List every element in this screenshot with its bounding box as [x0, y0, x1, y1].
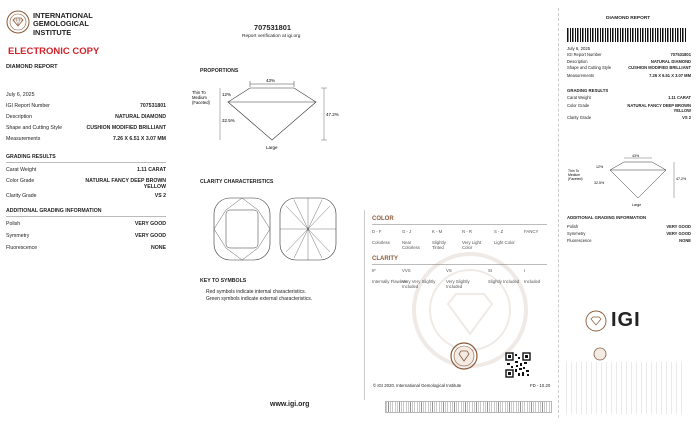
girdle-line3: (Faceted) [192, 100, 210, 105]
additional-grading-title: ADDITIONAL GRADING INFORMATION [6, 208, 102, 214]
grading-row [6, 178, 166, 190]
additional-value: VERY GOOD [134, 233, 166, 239]
grading-row [6, 193, 166, 199]
clarity-grade: VS [446, 268, 452, 273]
certification-seal-icon [450, 342, 478, 370]
right-detail-label: IGI Report Number [567, 52, 602, 57]
org-name-line2: GEMOLOGICAL [33, 19, 89, 29]
color-grade: K - M [432, 229, 443, 234]
right-additional-title: ADDITIONAL GRADING INFORMATION [567, 215, 647, 220]
crown-percent: 12% [222, 92, 232, 97]
right-grading-label: Clarity Grade [567, 115, 592, 120]
igi-logo-seal [6, 10, 30, 34]
culet-label: Large [266, 145, 278, 150]
right-grading-value: 1.11 CARAT [668, 95, 691, 100]
right-depth-percent: 47.2% [676, 177, 686, 181]
right-logo-text: IGI [611, 309, 641, 331]
report-number-header: 707531801 [254, 23, 291, 32]
grading-label: Clarity Grade [6, 193, 37, 199]
color-description: Light Color [494, 240, 515, 245]
detail-label: Measurements [6, 136, 41, 142]
pavilion-percent: 32.5% [222, 118, 235, 123]
copyright-text: © IGI 2020. International Gemological Institute [373, 383, 462, 388]
detail-value: 7.26 X 6.51 X 3.07 MM [112, 136, 166, 142]
right-additional-label: Symmetry [567, 231, 586, 236]
grading-results-title: GRADING RESULTS [6, 154, 56, 160]
depth-percent: 47.2% [326, 112, 339, 117]
right-detail-row [567, 52, 691, 57]
additional-label: Symmetry [6, 233, 30, 239]
verification-text: Report verification at igi.org [242, 34, 301, 39]
clarity-description: Included [524, 279, 541, 284]
clarity-description: Very Very Slightly Included [402, 279, 436, 289]
right-seal-icon [593, 347, 607, 361]
clarity-grade: SI [488, 268, 493, 273]
grading-row [6, 167, 166, 173]
clarity-description: Slightly Included [488, 279, 520, 284]
grading-value: VS 2 [154, 193, 166, 199]
girdle-line2: Medium [192, 95, 207, 100]
additional-label: Fluorescence [6, 245, 38, 251]
diamond-seal-icon [6, 10, 30, 34]
right-detail-value: 707531801 [670, 52, 691, 57]
website-footer: www.igi.org [270, 401, 310, 408]
right-pavilion-percent: 32.5% [594, 181, 605, 185]
detail-value: CUSHION MODIFIED BRILLIANT [86, 125, 166, 131]
right-detail-label: Measurements [567, 73, 595, 78]
color-description: Colorless [372, 240, 390, 245]
color-description: Slightly Tinted [432, 240, 446, 250]
right-grading-row [567, 115, 691, 120]
right-additional-value: NONE [679, 238, 691, 243]
clarity-characteristics-title: CLARITY CHARACTERISTICS [200, 179, 274, 185]
right-additional-label: Polish [567, 224, 579, 229]
detail-value: 707531801 [140, 103, 166, 109]
additional-row [6, 221, 166, 227]
grading-value: 1.11 CARAT [136, 167, 166, 173]
right-additional-label: Fluorescence [567, 238, 592, 243]
org-name [33, 12, 93, 37]
report-date: July 6, 2025 [6, 92, 35, 98]
right-detail-row [567, 59, 691, 64]
report-type-title: DIAMOND REPORT [6, 64, 58, 70]
security-barcode-strip [385, 401, 552, 413]
right-grading-value: NATURAL FANCY DEEP BROWN YELLOW [627, 103, 691, 113]
key-symbols-green: Green symbols indicate external characteristics. [206, 296, 313, 302]
detail-row [6, 103, 166, 109]
right-report-type: DIAMOND REPORT [606, 16, 651, 21]
right-detail-label: Shape and Cutting Style [567, 65, 612, 70]
clarity-description: Very Slightly Included [446, 279, 470, 289]
additional-label: Polish [6, 221, 21, 227]
clarity-grade: I [524, 268, 526, 273]
clarity-plot-diagram [212, 196, 338, 262]
right-additional-value: VERY GOOD [666, 231, 691, 236]
girdle-line1: Thin To [192, 90, 206, 95]
right-detail-row [567, 65, 691, 70]
right-grading-row [567, 103, 691, 113]
electronic-copy-label: ELECTRONIC COPY [8, 46, 100, 57]
key-to-symbols-title: KEY TO SYMBOLS [200, 278, 247, 284]
color-grade: D - F [372, 229, 382, 234]
right-detail-value: NATURAL DIAMOND [650, 59, 691, 64]
detail-row [6, 125, 166, 131]
additional-row [6, 233, 166, 239]
igi-logo-icon [585, 310, 607, 332]
right-grading-value: VS 2 [682, 115, 691, 120]
color-grade: G - J [402, 229, 412, 234]
color-grade: FANCY [524, 229, 539, 234]
additional-value: VERY GOOD [134, 221, 166, 227]
right-additional-row [567, 231, 691, 236]
rotated-summary-text [566, 362, 686, 414]
right-girdle-line3: (Faceted) [568, 177, 583, 181]
detail-row [6, 136, 166, 142]
detail-label: IGI Report Number [6, 103, 50, 109]
right-culet-label: Large [632, 203, 642, 207]
grading-label: Carat Weight [6, 167, 37, 173]
right-crown-percent: 12% [596, 165, 604, 169]
table-percent: 43% [266, 78, 276, 83]
right-girdle-line2: Medium [568, 173, 581, 177]
right-proportions-diagram [566, 154, 686, 210]
key-symbols-red: Red symbols indicate internal characteristics. [206, 289, 307, 295]
color-grade: S - Z [494, 229, 504, 234]
color-description: Near Colorless [402, 240, 420, 250]
right-grading-title: GRADING RESULTS [567, 88, 609, 93]
clarity-description: Internally Flawless [372, 279, 408, 284]
proportions-diagram [190, 78, 340, 154]
clarity-scale-title: CLARITY [372, 256, 398, 262]
right-detail-label: Description [567, 59, 588, 64]
right-date: July 6, 2025 [567, 46, 591, 51]
detail-label: Description [6, 114, 32, 120]
right-additional-row [567, 224, 691, 229]
color-description: Very Light Color [462, 240, 482, 250]
right-girdle-line1: Thin To [568, 169, 580, 173]
grading-value: NATURAL FANCY DEEP BROWN YELLOW [85, 178, 166, 190]
form-code: FD - 10.20 [530, 383, 551, 388]
barcode-icon [567, 28, 687, 42]
clarity-grade: IF [372, 268, 376, 273]
org-name-line1: INTERNATIONAL [33, 11, 93, 20]
right-detail-value: CUSHION MODIFIED BRILLIANT [628, 65, 691, 70]
detail-value: NATURAL DIAMOND [115, 114, 166, 120]
clarity-grade: VVS [402, 268, 411, 273]
right-grading-label: Carat Weight [567, 95, 591, 100]
right-additional-value: VERY GOOD [666, 224, 691, 229]
org-name-line3: INSTITUTE [33, 27, 72, 37]
right-detail-row [567, 73, 691, 78]
detail-row [6, 114, 166, 120]
proportions-title: PROPORTIONS [200, 68, 239, 74]
color-scale-title: COLOR [372, 216, 394, 222]
right-detail-value: 7.26 X 6.51 X 3.07 MM [649, 73, 691, 78]
right-grading-label: Color Grade [567, 103, 590, 108]
detail-label: Shape and Cutting Style [6, 125, 62, 131]
right-grading-row [567, 95, 691, 100]
grading-label: Color Grade [6, 178, 35, 184]
right-additional-row [567, 238, 691, 243]
qr-code-icon [505, 352, 531, 378]
right-table-percent: 43% [632, 154, 640, 158]
additional-value: NONE [151, 245, 166, 251]
additional-row [6, 245, 166, 251]
color-grade: N - R [462, 229, 473, 234]
